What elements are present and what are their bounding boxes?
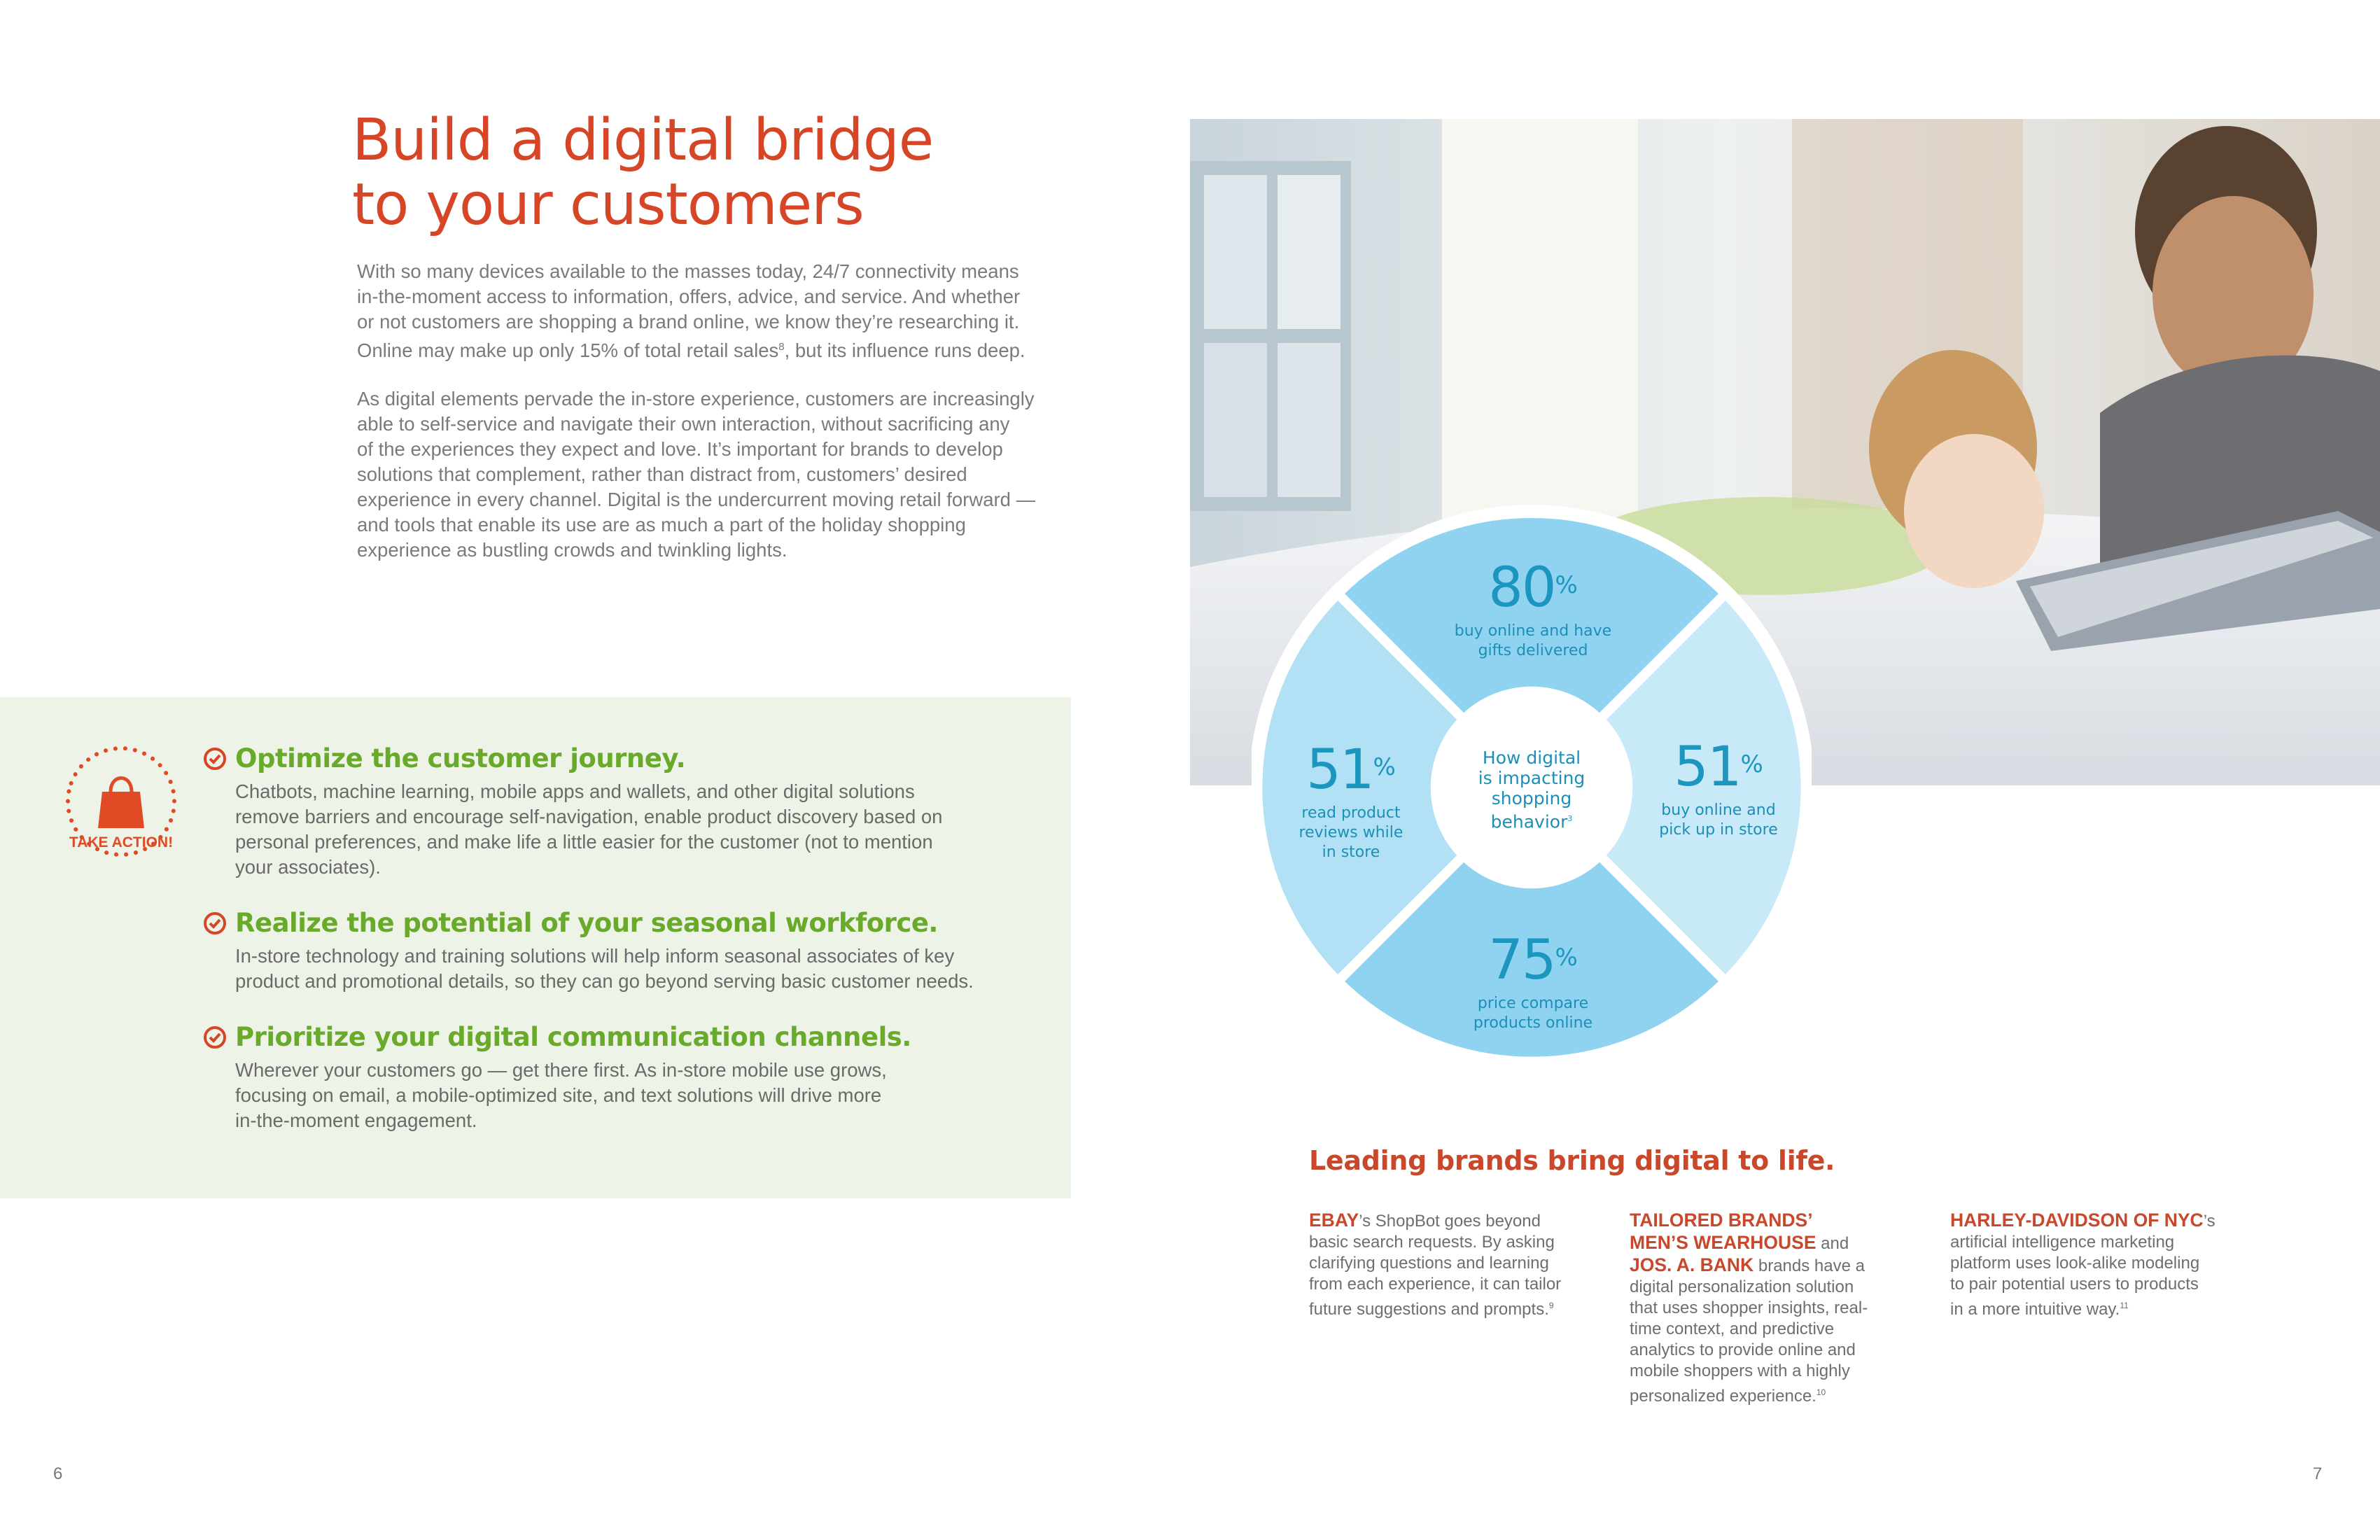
leading-brands-heading: Leading brands bring digital to life. [1309, 1145, 1835, 1176]
take-action-label: TAKE ACTION! [69, 834, 174, 850]
stat-left: 51% read product reviews while in store [1298, 738, 1404, 861]
wheel-center-label: How digital is impacting shopping behavior$^3$ [1478, 748, 1586, 832]
action-item-body: Wherever your customers go — get there first. As in-store mobile use grows, focusing on email, a mobile-optimized site, and text solutions will drive more in-the-moment engagement. [235, 1059, 887, 1131]
intro-paragraph-2: As digital elements pervade the in-store experience, customers are increasingly able to self-service and navigate their own interaction, without sacrificing any of the experiences they expect and love. It’s important for brands to develop solutions that complement, rather than distract from, customers’ desired experience in every channel. Digital is the undercurrent moving retail forward — and tools that enable its use are as much a part of the holiday shopping experience as bustling crowds and twinkling lights. [357, 388, 1036, 561]
brand-column-harley: HARLEY-DAVIDSON OF NYC’s artificial intelligence marketing platform uses look-alike modeling to pair potential users to products in a more intuitive way.$^{11}$ [1950, 1210, 2216, 1319]
stat-right: 51% buy online and pick up in store [1659, 736, 1778, 839]
action-item-communication [203, 1022, 1043, 1133]
stat-bottom: 75% price compare products online [1473, 929, 1593, 1032]
action-item-workforce [203, 908, 1043, 994]
action-item-body: Chatbots, machine learning, mobile apps and wallets, and other digital solutions remove barriers and encourage self-navigation, enable product discovery based on personal preferences, and make life a little easier for the customer (not to mention your associates). [235, 780, 943, 878]
page-number-right: 7 [2313, 1464, 2323, 1483]
action-item-optimize [203, 743, 1043, 880]
check-circle-icon [203, 1026, 227, 1049]
action-item-title: Realize the potential of your seasonal workforce. [235, 908, 938, 938]
intro-paragraph-1: With so many devices available to the masses today, 24/7 connectivity means in-the-moment access to information, offers, advice, and service. And whether or not customers are shopping a brand online, we know they’re researching it. Online may make up only 15% of total retail sales$^8$, but its influence runs deep. [357, 260, 1026, 362]
page-title: Build a digital bridge to your customers [352, 107, 934, 238]
action-item-title: Optimize the customer journey. [235, 743, 686, 774]
brand-column-ebay: EBAY’s ShopBot goes beyond basic search requests. By asking clarifying questions and learning from each experience, it can tailor future suggestions and prompts.$^9$ [1309, 1210, 1562, 1319]
brand-column-tailored: TAILORED BRANDS’ MEN’S WEARHOUSE and JOS. A. BANK brands have a digital personalization solution that uses shopper insights, real- time context, and predictive analytics to provide online and mobile shoppers with a highly personalized experience.$^{10}$ [1630, 1210, 1868, 1406]
action-item-body: In-store technology and training solutions will help inform seasonal associates of key product and promotional details, so they can go beyond serving basic customer needs. [235, 945, 974, 992]
check-circle-icon [203, 911, 227, 935]
check-circle-icon [203, 747, 227, 771]
action-item-title: Prioritize your digital communication channels. [235, 1022, 911, 1052]
stat-top: 80% buy online and have gifts delivered [1454, 556, 1612, 659]
page-number-left: 6 [53, 1464, 63, 1483]
